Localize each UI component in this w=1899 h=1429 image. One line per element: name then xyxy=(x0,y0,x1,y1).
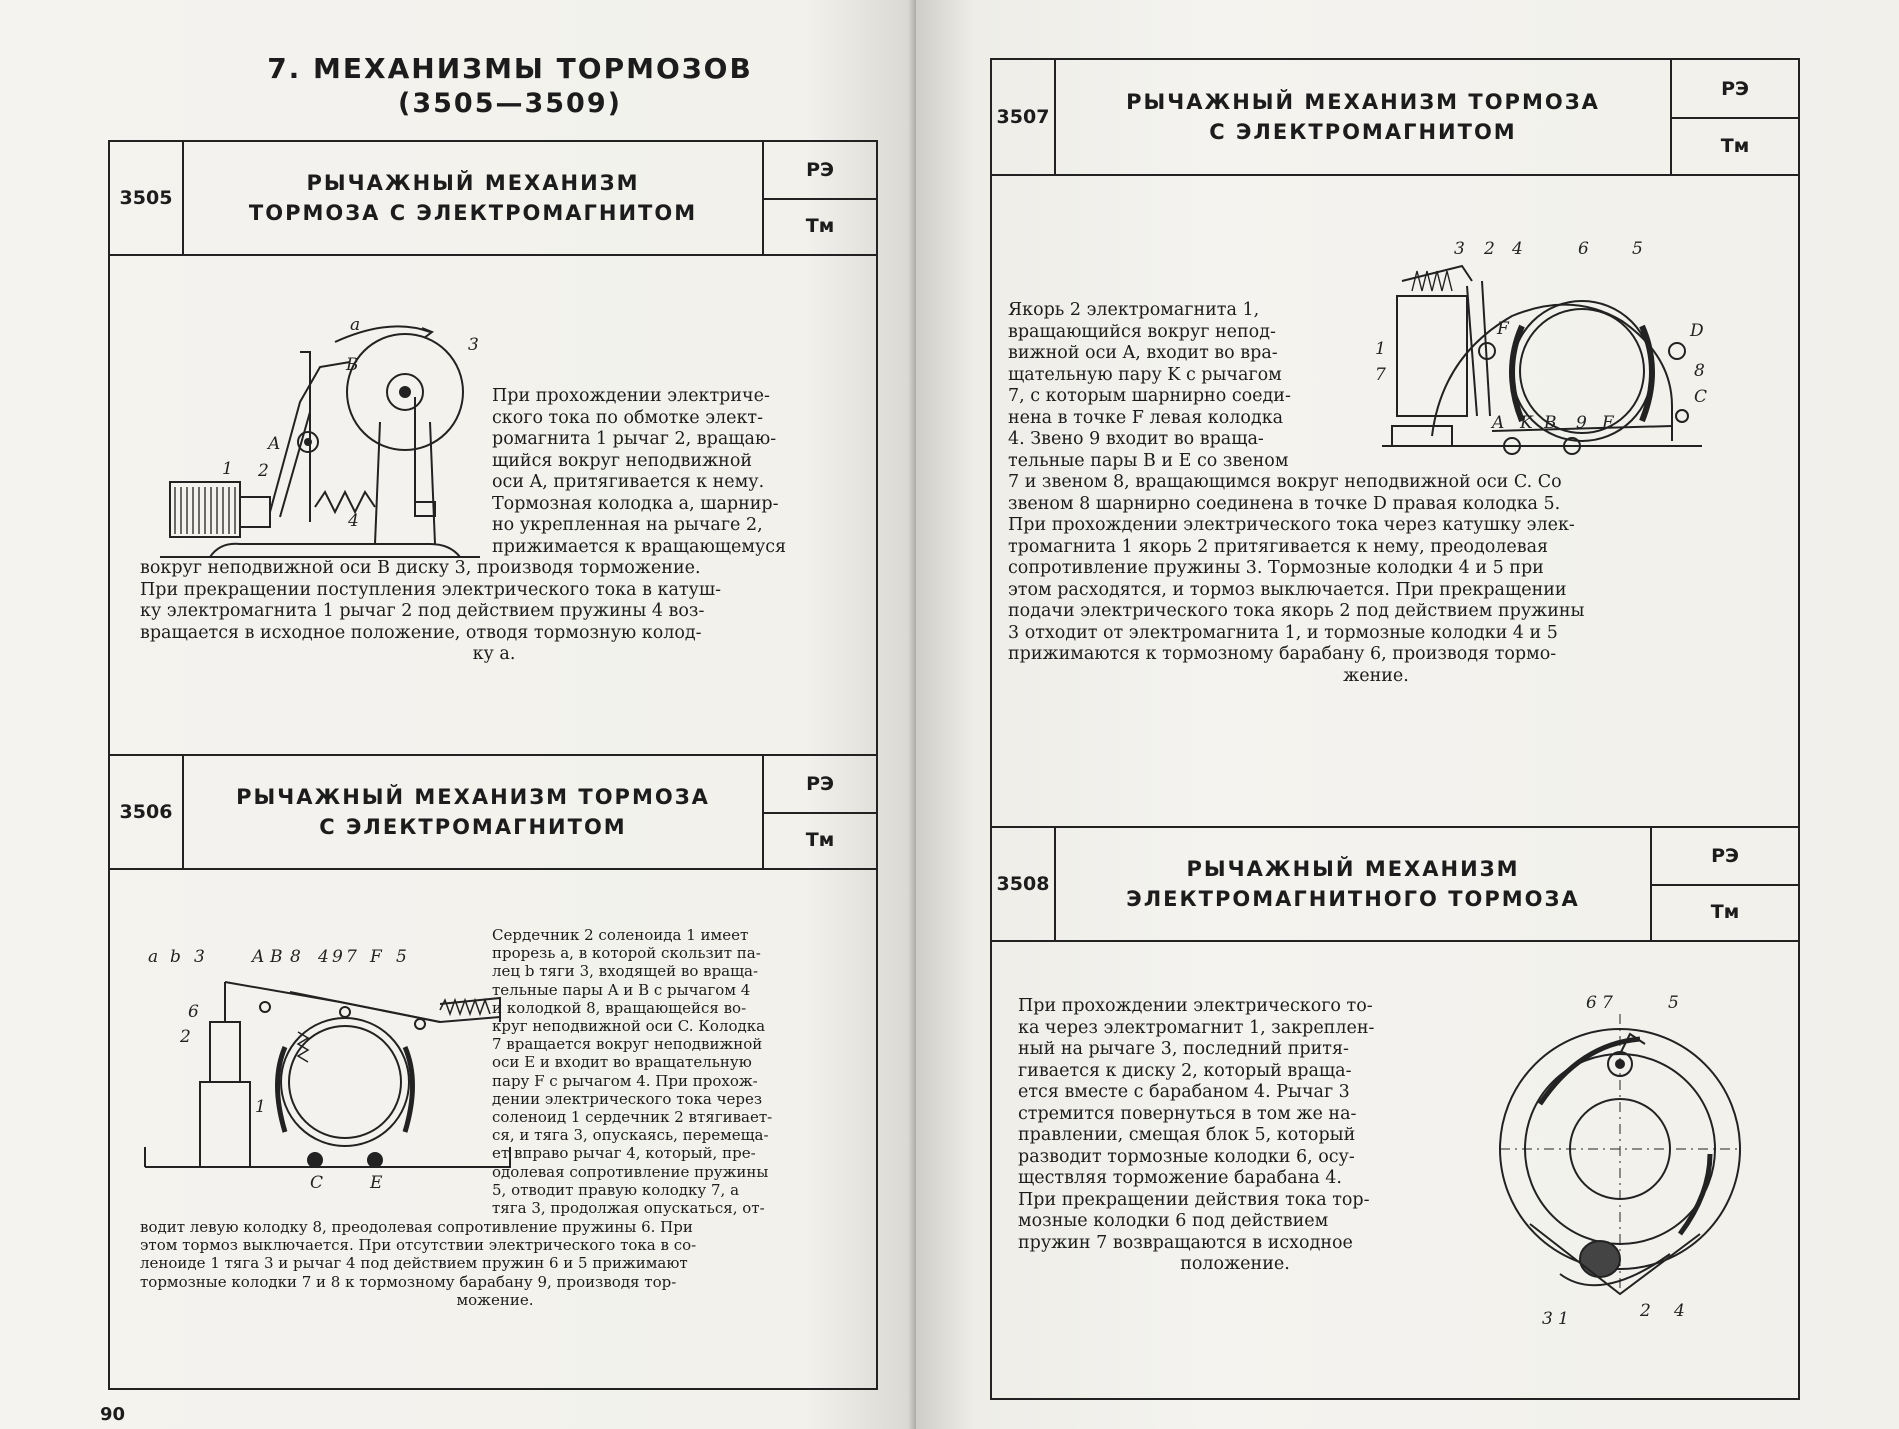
fig-label: 9 xyxy=(1576,413,1587,433)
text-line: разводит тормозные колодки 6, осу- xyxy=(1018,1146,1355,1167)
fig-label: 6 xyxy=(1586,994,1597,1013)
text-line: тельные пары B и E со звеном xyxy=(1008,450,1289,471)
entry-header xyxy=(110,142,876,256)
text-line: звеном 8 шарнирно соединена в точке D правая колодка 5. xyxy=(1008,493,1561,514)
left-page xyxy=(0,0,916,1429)
title-line: С ЭЛЕКТРОМАГНИТОМ xyxy=(319,815,627,839)
classification-codes xyxy=(764,756,876,868)
entry-3507-text-top xyxy=(1008,300,1376,472)
code-re: РЭ xyxy=(764,756,876,814)
text-line: стремится повернуться в том же на- xyxy=(1018,1103,1357,1124)
text-line: вижной оси A, входит во вра- xyxy=(1008,343,1278,363)
text-line: ку a. xyxy=(472,644,516,664)
fig-label: 4 xyxy=(1512,239,1523,259)
figure-3505 xyxy=(150,312,490,572)
text-line: нена в точке F левая колодка xyxy=(1008,407,1284,428)
fig-label: 7 xyxy=(1602,994,1613,1013)
fig-label: K xyxy=(1520,413,1533,433)
fig-label: 2 xyxy=(1640,1301,1651,1321)
entry-number: 3507 xyxy=(992,60,1056,174)
title-line: С ЭЛЕКТРОМАГНИТОМ xyxy=(1209,120,1517,144)
title-line: РЫЧАЖНЫЙ МЕХАНИЗМ xyxy=(1186,856,1520,881)
entry-3505-text-top xyxy=(492,386,842,558)
entry-3505-text-bottom xyxy=(140,558,848,666)
text-line: При прекращении действия тока тор- xyxy=(1018,1189,1370,1210)
text-line: Якорь 2 электромагнита 1, xyxy=(1008,300,1260,320)
title-line: РЫЧАЖНЫЙ МЕХАНИЗМ ТОРМОЗА xyxy=(1126,89,1600,114)
text-line: этом расходятся, и тормоз выключается. При прекращении xyxy=(1008,579,1567,600)
text-line: водит левую колодку 8, преодолевая сопротивление пружины 6. При xyxy=(140,1218,693,1236)
fig-label: 2 xyxy=(258,461,269,481)
text-line: ществляя торможение барабана 4. xyxy=(1018,1168,1342,1188)
classification-codes xyxy=(764,142,876,254)
fig-label: 3 xyxy=(468,335,479,355)
entry-title xyxy=(184,756,764,868)
figure-3506 xyxy=(140,942,520,1192)
text-line: 7, с которым шарнирно соеди- xyxy=(1008,386,1291,406)
text-line: соленоид 1 сердечник 2 втягивает- xyxy=(492,1108,773,1127)
text-line: оси E и входит во вращательную xyxy=(492,1053,752,1072)
text-line: одолевая сопротивление пружины xyxy=(492,1162,769,1181)
text-line: сопротивление пружины 3. Тормозные колодки 4 и 5 при xyxy=(1008,558,1544,578)
fig-label: 5 xyxy=(396,947,407,967)
text-line: и колодкой 8, вращающейся во- xyxy=(492,998,747,1017)
text-line: мозные колодки 6 под действием xyxy=(1018,1211,1329,1231)
text-line: вращающийся вокруг непод- xyxy=(1008,321,1276,342)
text-line: При прохождении электрического то- xyxy=(1018,996,1373,1016)
text-line: 7 вращается вокруг неподвижной xyxy=(492,1035,763,1054)
entry-header xyxy=(992,828,1798,942)
fig-label: A xyxy=(252,947,265,967)
text-line: щательную пару K с рычагом xyxy=(1008,364,1282,385)
entry-title xyxy=(1056,828,1652,940)
text-line: леноиде 1 тяга 3 и рычаг 4 под действием пружин 6 и 5 прижимают xyxy=(140,1254,688,1273)
title-line: РЫЧАЖНЫЙ МЕХАНИЗМ ТОРМОЗА xyxy=(236,784,710,809)
text-line: подачи электрического тока якорь 2 под действием пружины xyxy=(1008,601,1585,621)
classification-codes xyxy=(1672,60,1798,174)
fig-label: F xyxy=(370,947,382,967)
fig-label: 7 xyxy=(346,947,357,967)
code-tm: Тм xyxy=(1720,134,1750,157)
fig-label: A xyxy=(1492,413,1505,433)
title-line: РЫЧАЖНЫЙ МЕХАНИЗМ xyxy=(306,170,640,195)
page-number: 90 xyxy=(100,1404,126,1425)
text-line: При прохождении электриче- xyxy=(492,386,770,406)
text-line: этом тормоз выключается. При отсутствии электрического тока в со- xyxy=(140,1236,697,1255)
text-line: щийся вокруг неподвижной xyxy=(492,450,753,471)
fig-label: 3 xyxy=(1542,1309,1553,1329)
text-line: оси A, притягивается к нему. xyxy=(492,472,765,492)
fig-label: D xyxy=(1690,321,1704,341)
text-line: но укрепленная на рычаге 2, xyxy=(492,515,763,535)
text-line: дении электрического тока через xyxy=(492,1089,763,1108)
text-line: ка через электромагнит 1, закреплен- xyxy=(1018,1017,1375,1038)
entry-3506-text-top xyxy=(492,926,850,1217)
fig-label: 8 xyxy=(1694,361,1705,381)
fig-label: C xyxy=(1694,387,1708,407)
text-line: правлении, смещая блок 5, который xyxy=(1018,1125,1356,1145)
text-line: прижимается к вращающемуся xyxy=(492,536,787,557)
text-line: Тормозная колодка a, шарнир- xyxy=(492,493,779,514)
fig-label: 5 xyxy=(1632,239,1643,259)
code-re: РЭ xyxy=(1652,828,1798,886)
fig-label: 1 xyxy=(1558,1309,1569,1329)
entry-number: 3506 xyxy=(110,756,184,868)
entry-3506-text-bottom xyxy=(140,1218,850,1309)
code-tm: Тм xyxy=(805,215,835,237)
fig-label: a xyxy=(350,315,361,335)
text-line: При прохождении электрического тока через катушку элек- xyxy=(1008,515,1575,535)
fig-label: 6 xyxy=(188,1002,199,1022)
fig-label: 5 xyxy=(1668,994,1679,1013)
fig-label: B xyxy=(1544,413,1557,433)
text-line: вокруг неподвижной оси B диску 3, производя торможение. xyxy=(140,558,701,578)
text-line: 3 отходит от электромагнита 1, и тормозные колодки 4 и 5 xyxy=(1008,622,1558,643)
fig-label: b xyxy=(170,947,181,967)
text-line: лец b тяги 3, входящей во враща- xyxy=(492,962,759,981)
text-line: круг неподвижной оси C. Колодка xyxy=(492,1017,766,1036)
fig-label: C xyxy=(310,1173,324,1192)
entry-number: 3505 xyxy=(110,142,184,254)
fig-label: 3 xyxy=(1454,239,1465,259)
entry-3507-text-bottom xyxy=(1008,472,1744,687)
text-line: ный на рычаге 3, последний притя- xyxy=(1018,1039,1349,1059)
fig-label: 7 xyxy=(1375,365,1386,385)
text-line: ку электромагнита 1 рычаг 2 под действием пружины 4 воз- xyxy=(140,601,705,621)
fig-label: E xyxy=(370,1173,383,1192)
fig-label: 2 xyxy=(1484,239,1495,259)
text-line: ся, и тяга 3, опускаясь, перемеща- xyxy=(492,1126,769,1145)
fig-label: F xyxy=(1497,319,1509,339)
text-line: тельные пары A и B с рычагом 4 xyxy=(492,980,751,999)
text-line: ромагнита 1 рычаг 2, вращаю- xyxy=(492,429,777,449)
entry-number: 3508 xyxy=(992,828,1056,940)
figure-3508 xyxy=(1470,994,1770,1334)
entry-header xyxy=(992,60,1798,176)
entry-3508-text xyxy=(1018,996,1452,1276)
chapter-range: (3505—3509) xyxy=(398,88,622,119)
code-re: РЭ xyxy=(1672,60,1798,119)
entry-header xyxy=(110,756,876,870)
fig-label: E xyxy=(1602,413,1615,433)
classification-codes xyxy=(1652,828,1798,940)
text-line: тяга 3, продолжая опускаться, от- xyxy=(492,1199,765,1218)
text-line: положение. xyxy=(1180,1254,1290,1274)
figure-3507 xyxy=(1372,236,1712,466)
fig-label: 1 xyxy=(1375,339,1386,359)
fig-label: 9 xyxy=(332,947,343,967)
fig-label: a xyxy=(148,947,159,967)
text-line: ется вместе с барабаном 4. Рычаг 3 xyxy=(1018,1082,1350,1102)
code-re: РЭ xyxy=(764,142,876,200)
text-line: жение. xyxy=(1343,665,1409,686)
fig-label: 3 xyxy=(194,947,205,967)
text-line: ет вправо рычаг 4, который, пре- xyxy=(492,1144,756,1163)
text-line: тромагнита 1 якорь 2 притягивается к нему, преодолевая xyxy=(1008,536,1549,557)
entry-title xyxy=(184,142,764,254)
fig-label: B xyxy=(270,947,283,967)
fig-label: A xyxy=(268,434,281,454)
text-line: прижимаются к тормозному барабану 6, производя тормо- xyxy=(1008,644,1557,664)
fig-label: 1 xyxy=(222,459,233,479)
text-line: тормозные колодки 7 и 8 к тормозному барабану 9, производя тор- xyxy=(140,1272,677,1291)
fig-label: 4 xyxy=(1674,1301,1685,1321)
text-line: 7 и звеном 8, вращающимся вокруг неподвижной оси C. Со xyxy=(1008,472,1562,492)
fig-label: 6 xyxy=(1578,239,1589,259)
chapter-title: 7. МЕХАНИЗМЫ ТОРМОЗОВ xyxy=(267,52,753,85)
text-line: 5, отводит правую колодку 7, а xyxy=(492,1180,740,1199)
text-line: пружин 7 возвращаются в исходное xyxy=(1018,1232,1353,1253)
text-line: Сердечник 2 соленоида 1 имеет xyxy=(492,926,749,944)
code-tm: Тм xyxy=(1710,901,1740,923)
entry-title xyxy=(1056,60,1672,174)
code-tm: Тм xyxy=(805,829,835,851)
title-line: ТОРМОЗА С ЭЛЕКТРОМАГНИТОМ xyxy=(248,201,698,225)
text-line: пару F с рычагом 4. При прохож- xyxy=(492,1071,758,1090)
fig-label: 8 xyxy=(290,947,301,967)
fig-label: B xyxy=(346,355,359,375)
text-line: прорезь a, в которой скользит па- xyxy=(492,944,761,963)
text-line: гивается к диску 2, который враща- xyxy=(1018,1060,1352,1081)
fig-label: 2 xyxy=(180,1027,191,1047)
text-line: При прекращении поступления электрического тока в катуш- xyxy=(140,579,722,600)
text-line: ского тока по обмотке элект- xyxy=(492,407,764,428)
text-line: можение. xyxy=(456,1290,534,1309)
title-line: ЭЛЕКТРОМАГНИТНОГО ТОРМОЗА xyxy=(1126,887,1580,911)
text-line: вращается в исходное положение, отводя тормозную колод- xyxy=(140,622,702,643)
fig-label: 1 xyxy=(255,1097,266,1117)
right-page xyxy=(916,0,1899,1429)
fig-label: 4 xyxy=(348,511,359,531)
fig-label: 4 xyxy=(318,947,329,967)
text-line: 4. Звено 9 входит во враща- xyxy=(1008,429,1264,449)
